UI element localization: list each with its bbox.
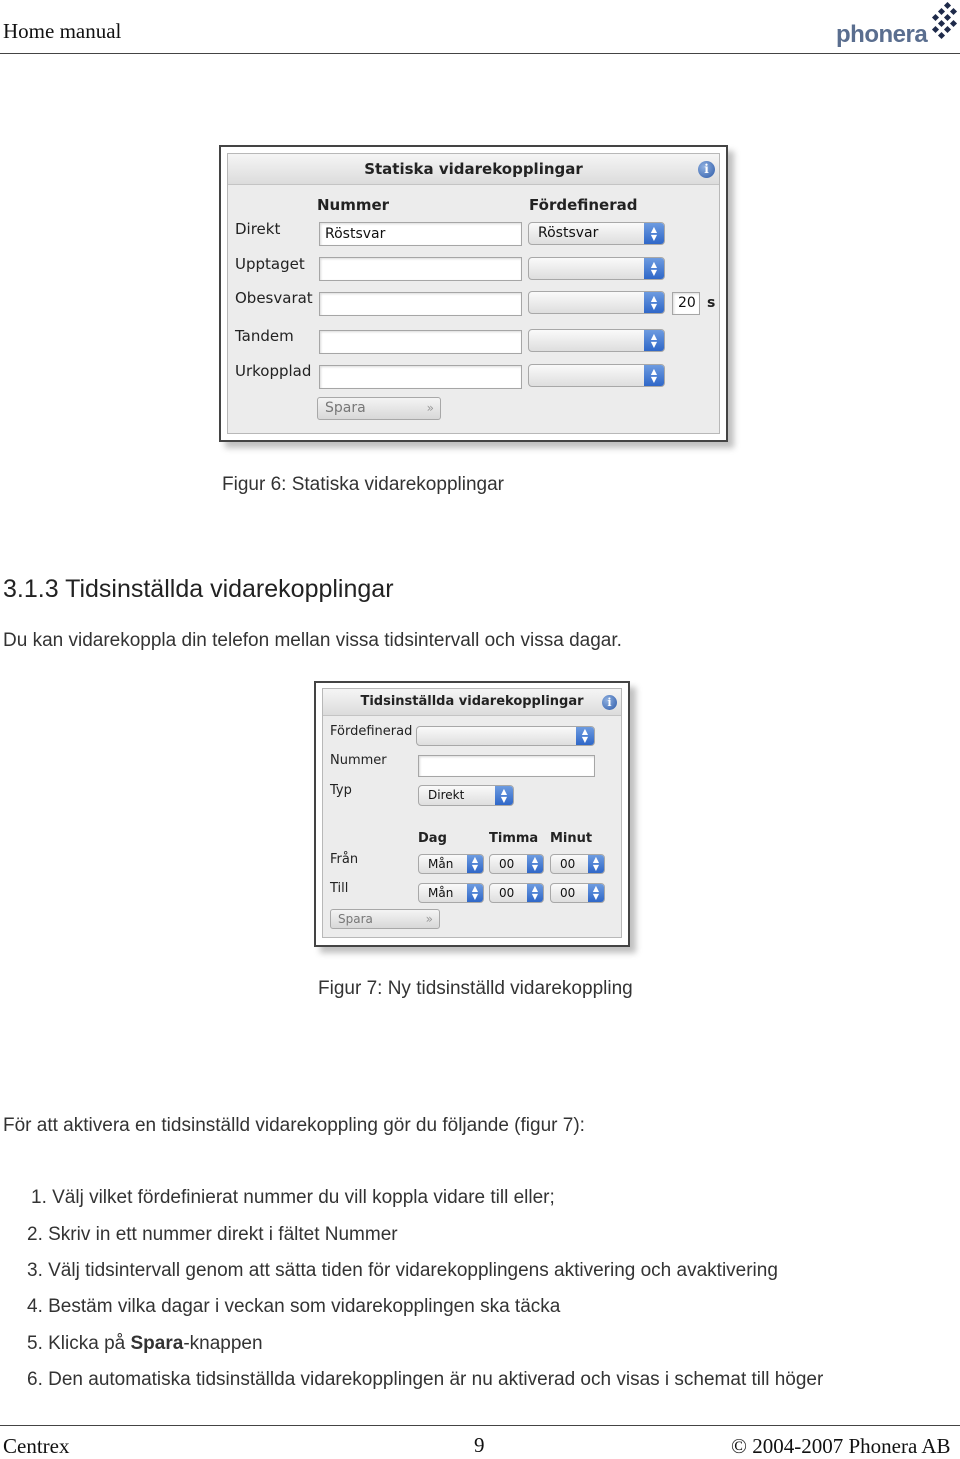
- save-button[interactable]: [317, 397, 441, 420]
- figure7-screenshot: [314, 681, 630, 947]
- label-nummer: Nummer: [330, 753, 387, 768]
- logo-grid-icon: [929, 2, 959, 44]
- updown-arrow-icon: ▲ ▼: [467, 855, 483, 873]
- row-label-tandem: Tandem: [235, 327, 294, 345]
- chevron-right-icon: »: [426, 401, 434, 415]
- footer-divider: [0, 1425, 960, 1426]
- section-intro: Du kan vidarekoppla din telefon mellan vissa tidsintervall och vissa dagar.: [3, 630, 622, 651]
- row-label-urkopplad: Urkopplad: [235, 362, 312, 380]
- instructions-intro: För att aktivera en tidsinställd vidarekoppling gör du följande (figur 7):: [3, 1115, 585, 1136]
- column-header-fordefinerad: Fördefinerad: [529, 196, 638, 214]
- select-value: Direkt: [428, 788, 465, 802]
- number-field[interactable]: [418, 755, 595, 777]
- info-icon[interactable]: i: [698, 161, 715, 178]
- to-day-select[interactable]: [418, 883, 484, 903]
- step-5: [27, 1333, 263, 1355]
- row-label-upptaget: Upptaget: [235, 255, 305, 273]
- step-4: 4. Bestäm vilka dagar i veckan som vidarekopplingen ska täcka: [27, 1296, 561, 1317]
- select-value: Mån: [428, 857, 454, 871]
- updown-arrow-icon: ▲ ▼: [576, 727, 594, 745]
- to-minute-select[interactable]: [550, 883, 605, 903]
- row-label-direkt: Direkt: [235, 220, 281, 238]
- chevron-right-icon: »: [425, 912, 433, 926]
- updown-arrow-icon: ▲ ▼: [527, 884, 543, 902]
- number-field-urkopplad[interactable]: [319, 365, 522, 389]
- label-till: Till: [330, 881, 349, 896]
- static-forwarding-panel: [227, 153, 720, 434]
- row-label-obesvarat: Obesvarat: [235, 289, 313, 307]
- panel-title: Statiska vidarekopplingar: [228, 154, 719, 185]
- step-5-bold: Spara: [130, 1333, 184, 1354]
- to-hour-select[interactable]: [489, 883, 544, 903]
- step-2: 2. Skriv in ett nummer direkt i fältet Nummer: [27, 1224, 398, 1245]
- updown-arrow-icon: ▲ ▼: [495, 786, 513, 805]
- label-fran: Från: [330, 852, 359, 867]
- number-field-upptaget[interactable]: [319, 257, 522, 281]
- updown-arrow-icon: ▲ ▼: [588, 855, 604, 873]
- predefined-select-obesvarat[interactable]: [528, 291, 665, 314]
- save-button[interactable]: [330, 909, 440, 929]
- number-field-obesvarat[interactable]: [319, 292, 522, 316]
- from-minute-select[interactable]: [550, 854, 605, 874]
- section-heading: 3.1.3 Tidsinställda vidarekopplingar: [3, 575, 394, 603]
- type-select[interactable]: [418, 785, 514, 806]
- header-divider: [0, 53, 960, 54]
- predefined-select-tandem[interactable]: [528, 329, 665, 352]
- predefined-select-direkt[interactable]: [528, 222, 665, 245]
- column-header-timma: Timma: [489, 831, 539, 846]
- figure7-caption: Figur 7: Ny tidsinställd vidarekoppling: [318, 978, 633, 999]
- number-field-direkt[interactable]: Röstsvar: [319, 222, 522, 246]
- select-value: 00: [560, 886, 576, 900]
- timed-forwarding-panel: [322, 688, 622, 938]
- figure6-screenshot: [219, 145, 728, 442]
- save-button-label: Spara: [338, 912, 373, 926]
- document-header-title: Home manual: [3, 19, 122, 43]
- select-value: 00: [499, 857, 515, 871]
- updown-arrow-icon: ▲ ▼: [644, 365, 664, 386]
- footer-copyright: © 2004-2007 Phonera AB: [731, 1434, 951, 1458]
- info-icon[interactable]: i: [602, 695, 617, 710]
- column-header-dag: Dag: [418, 831, 447, 846]
- page-number: 9: [474, 1433, 485, 1457]
- column-header-nummer: Nummer: [317, 196, 390, 214]
- seconds-unit-label: s: [707, 295, 716, 311]
- seconds-field[interactable]: 20: [672, 292, 700, 315]
- select-value: Röstsvar: [538, 225, 599, 241]
- footer-left: Centrex: [3, 1434, 70, 1458]
- step-5-prefix: 5. Klicka på: [27, 1333, 131, 1354]
- updown-arrow-icon: ▲ ▼: [644, 292, 664, 313]
- select-value: 00: [499, 886, 515, 900]
- column-header-minut: Minut: [550, 831, 593, 846]
- predefined-select-upptaget[interactable]: [528, 257, 665, 280]
- save-button-label: Spara: [325, 400, 366, 416]
- from-day-select[interactable]: [418, 854, 484, 874]
- step-5-suffix: -knappen: [183, 1333, 263, 1354]
- step-6: 6. Den automatiska tidsinställda vidarekopplingen är nu aktiverad och visas i schemat till höger: [27, 1369, 824, 1390]
- updown-arrow-icon: ▲ ▼: [467, 884, 483, 902]
- select-value: 00: [560, 857, 576, 871]
- label-typ: Typ: [330, 783, 352, 798]
- from-hour-select[interactable]: [489, 854, 544, 874]
- phonera-logo: [836, 2, 958, 50]
- number-field-tandem[interactable]: [319, 330, 522, 354]
- step-3: 3. Välj tidsintervall genom att sätta tiden för vidarekopplingens aktivering och avaktivering: [27, 1260, 778, 1281]
- label-fordefinerad: Fördefinerad: [330, 724, 413, 739]
- logo-text: phonera: [836, 21, 928, 48]
- step-1: 1. Välj vilket fördefinierat nummer du vill koppla vidare till eller;: [31, 1187, 555, 1208]
- updown-arrow-icon: ▲ ▼: [644, 223, 664, 244]
- select-value: Mån: [428, 886, 454, 900]
- updown-arrow-icon: ▲ ▼: [527, 855, 543, 873]
- predefined-select-urkopplad[interactable]: [528, 364, 665, 387]
- predefined-select[interactable]: [416, 726, 595, 746]
- figure6-caption: Figur 6: Statiska vidarekopplingar: [222, 474, 504, 495]
- updown-arrow-icon: ▲ ▼: [644, 330, 664, 351]
- updown-arrow-icon: ▲ ▼: [588, 884, 604, 902]
- updown-arrow-icon: ▲ ▼: [644, 258, 664, 279]
- panel-title: Tidsinställda vidarekopplingar: [323, 689, 621, 716]
